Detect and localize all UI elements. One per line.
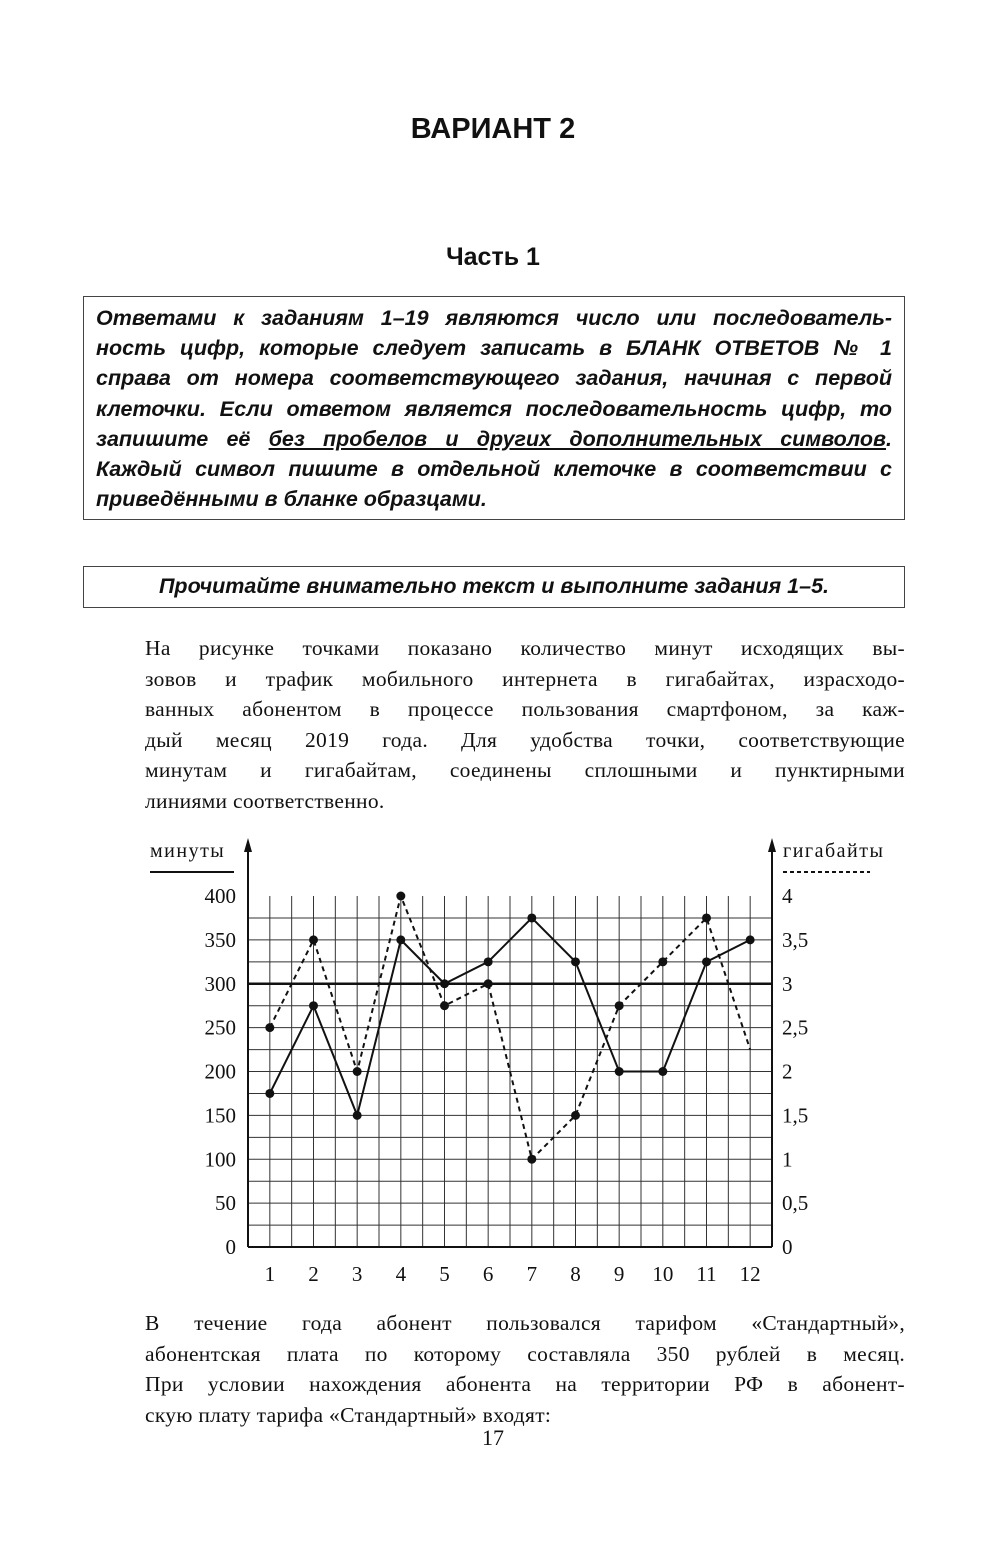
right-tick-label: 3 [782,971,793,996]
left-tick-label: 100 [204,1147,236,1172]
minutes-gigabytes-chart [0,830,1000,1300]
gigabytes-point [571,1111,580,1120]
gigabytes-point [615,1001,624,1010]
right-tick-label: 1 [782,1147,793,1172]
instructions-underlined: без пробелов и других дополнительных символов [268,426,887,451]
minutes-point [527,913,536,922]
x-tick-label: 7 [526,1262,538,1286]
instructions-line: Каждый символ пишите в отдельной клеточке в соответствии с [96,457,892,482]
paragraph-line: абонентская плата по которому составляла 350 рублей в месяц. [145,1341,905,1366]
x-tick-label: 12 [739,1262,761,1286]
gigabytes-point [396,892,405,901]
instructions-box [83,296,905,520]
paragraph-line: скую плату тарифа «Стандартный» входят: [145,1402,552,1427]
x-tick-label: 3 [351,1262,363,1286]
minutes-point [440,979,449,988]
left-axis-arrow-icon [244,838,252,852]
right-tick-label: 3,5 [782,927,809,952]
x-tick-label: 10 [652,1262,674,1286]
paragraph-intro [145,633,905,816]
left-tick-label: 150 [204,1103,236,1128]
x-tick-label: 2 [308,1262,319,1286]
instructions-line [96,424,892,454]
right-axis-arrow-icon [768,838,776,852]
variant-title: ВАРИАНТ 2 [410,113,576,145]
paragraph-line: В течение года абонент пользовался тарифом «Стандартный», [145,1311,905,1335]
task-instruction-box [83,566,905,608]
part-title: Часть 1 [446,243,540,271]
x-tick-label: 1 [264,1262,276,1286]
left-tick-label: 350 [204,927,236,952]
minutes-point [484,957,493,966]
right-tick-label: 2 [782,1059,793,1084]
left-tick-label: 300 [204,971,236,996]
left-tick-label: 50 [215,1191,236,1216]
minutes-point [309,1001,318,1010]
right-tick-label: 0 [782,1235,793,1259]
x-tick-label: 9 [613,1262,625,1286]
left-axis-label: минуты [150,840,226,862]
instructions-line: клеточки. Если ответом является последовательность цифр, то [96,396,892,421]
right-tick-label: 0,5 [782,1191,809,1216]
minutes-point [615,1067,624,1076]
minutes-point [658,1067,667,1076]
right-axis-label: гигабайты [783,840,885,862]
task-instruction: Прочитайте внимательно текст и выполните задания 1–5. [158,574,830,598]
left-tick-label: 200 [204,1059,236,1084]
paragraph-line: минутам и гигабайтам, соединены сплошными и пунктирными [145,758,905,782]
gigabytes-point [527,1155,536,1164]
paragraph-line: дый месяц 2019 года. Для удобства точки, соответствующие [145,727,905,752]
left-tick-label: 250 [204,1015,236,1040]
instructions-line5-start: запишите её [96,426,269,451]
x-tick-label: 11 [696,1262,717,1286]
left-tick-label: 0 [225,1235,236,1259]
page-number: 17 [482,1425,504,1450]
paragraph-tariff [145,1308,905,1430]
paragraph-line: линиями соответственно. [145,788,385,813]
instructions-line5-end: . [886,426,892,451]
x-tick-label: 8 [570,1262,581,1286]
minutes-point [571,957,580,966]
instructions-line: приведёнными в бланке образцами. [96,487,487,512]
gigabytes-point [484,979,493,988]
instructions-line: Ответами к заданиям 1–19 являются число или последователь- [96,306,892,330]
minutes-point [702,957,711,966]
x-tick-label: 4 [395,1262,407,1286]
minutes-point [396,935,405,944]
right-tick-label: 2,5 [782,1015,809,1040]
left-tick-label: 400 [204,884,236,908]
minutes-point [265,1089,274,1098]
paragraph-line: При условии нахождения абонента на территории РФ в абонент- [145,1372,905,1396]
minutes-point [746,935,755,944]
x-tick-label: 5 [439,1262,450,1286]
gigabytes-point [702,913,711,922]
minutes-point [353,1111,362,1120]
right-tick-label: 1,5 [782,1103,809,1128]
right-tick-label: 4 [782,884,793,908]
instructions-line: ность цифр, которые следует записать в БЛАНК ОТВЕТОВ № 1 [96,336,892,361]
paragraph-line: На рисунке точками показано количество минут исходящих вы- [145,636,905,660]
instructions-line: справа от номера соответствующего задания, начиная с первой [96,366,892,391]
gigabytes-point [658,957,667,966]
gigabytes-point [353,1067,362,1076]
paragraph-line: зовов и трафик мобильного интернета в гигабайтах, израсходо- [145,666,905,691]
paragraph-line: ванных абонентом в процессе пользования смартфоном, за каж- [145,697,905,721]
gigabytes-point [440,1001,449,1010]
gigabytes-point [265,1023,274,1032]
gigabytes-point [309,935,318,944]
x-tick-label: 6 [482,1262,494,1286]
instructions-text [96,303,892,514]
